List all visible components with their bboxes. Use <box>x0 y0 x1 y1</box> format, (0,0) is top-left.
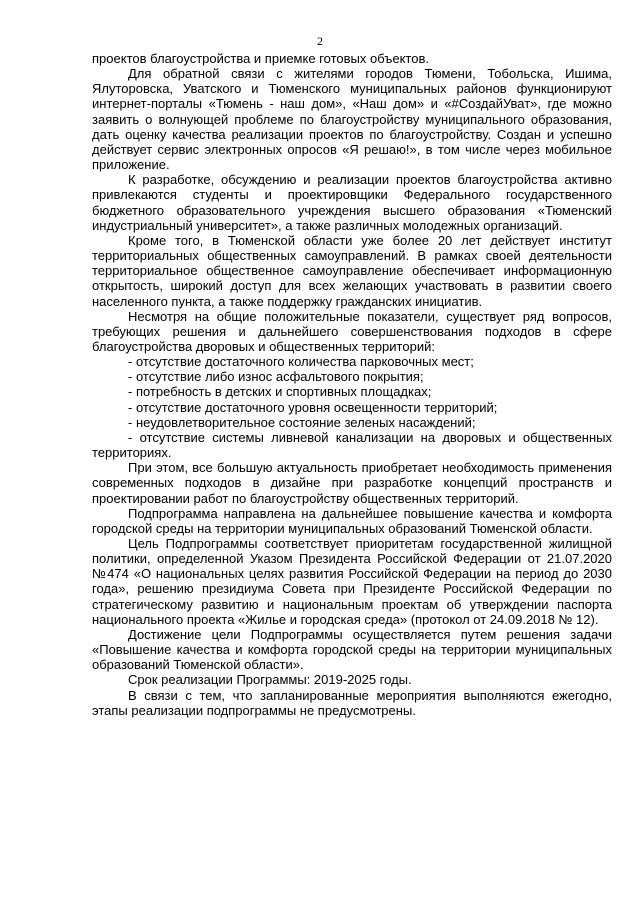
paragraph-students: К разработке, обсуждению и реализации проектов благоустройства активно привлекаются студенты и проектировщики Федерального государственного бюджетного образовательного учреждения высшего образования «Тюменский индустриальный университет», а также различных молодежных организаций. <box>92 172 612 233</box>
document-body <box>92 51 612 718</box>
paragraph-subprogram-aim: Подпрограмма направлена на дальнейшее повышение качества и комфорта городской среды на территории муниципальных образований Тюменской области. <box>92 505 612 536</box>
paragraph-stages: В связи с тем, что запланированные мероприятия выполняются ежегодно, этапы реализации подпрограммы не предусмотрены. <box>92 687 612 718</box>
paragraph-goal-priorities: Цель Подпрограммы соответствует приоритетам государственной жилищной политики, определенной Указом Президента Российской Федерации от 21.07.2020 №474 «О национальных целях развития Российской Федерации на период до 2030 года», решению президиума Совета при Президенте Российской Федерации по стратегическому развитию и национальным проектам об утверждении паспорта национального проекта «Жилье и городская среда» (протокол от 24.09.2018 № 12). <box>92 536 612 627</box>
list-item: - отсутствие достаточного уровня освещенности территорий; <box>128 399 498 415</box>
paragraph-modern-approaches: При этом, все большую актуальность приобретает необходимость применения современных подходов в дизайне при разработке концепций пространств и проектировании работ по благоустройству общественных территорий. <box>92 460 612 506</box>
list-item: - отсутствие системы ливневой канализации на дворовых и общественных территориях. <box>92 429 612 461</box>
list-item: - отсутствие достаточного количества парковочных мест; <box>128 354 474 370</box>
paragraph-tos: Кроме того, в Тюменской области уже более 20 лет действует институт территориальных общественных самоуправлений. В рамках своей деятельности территориальное общественное самоуправление обеспечивает информационную открытость, широкий доступ для всех желающих участвовать в развитии своего населенного пункта, а также поддержку гражданских инициатив. <box>92 232 612 309</box>
list-item: - отсутствие либо износ асфальтового покрытия; <box>128 369 424 385</box>
paragraph-feedback-portals: Для обратной связи с жителями городов Тюмени, Тобольска, Ишима, Ялуторовска, Уватского и Тюменского муниципальных районов функционируют интернет-порталы «Тюмень - наш дом», «Наш дом» и «#СоздайУват», где можно заявить о волнующей проблеме по благоустройству муниципального образования, дать оценку качества реализации проектов по благоустройству. Создан и успешно действует сервис электронных опросов «Я решаю!», в том числе через мобильное приложение. <box>92 66 612 173</box>
paragraph-goal-achievement: Достижение цели Подпрограммы осуществляется путем решения задачи «Повышение качества и комфорта городской среды на территории муниципальных образований Тюменской области». <box>92 626 612 673</box>
list-item: - потребность в детских и спортивных площадках; <box>128 384 432 400</box>
paragraph-term: Срок реализации Программы: 2019-2025 годы. <box>128 672 412 688</box>
page-number: 2 <box>317 34 323 48</box>
paragraph-continuation: проектов благоустройства и приемке готовых объектов. <box>92 51 429 66</box>
paragraph-problems-intro: Несмотря на общие положительные показатели, существует ряд вопросов, требующих решения и дальнейшего совершенствования подходов в сфере благоустройства дворовых и общественных территорий: <box>92 308 612 354</box>
list-item: - неудовлетворительное состояние зеленых насаждений; <box>128 414 476 430</box>
